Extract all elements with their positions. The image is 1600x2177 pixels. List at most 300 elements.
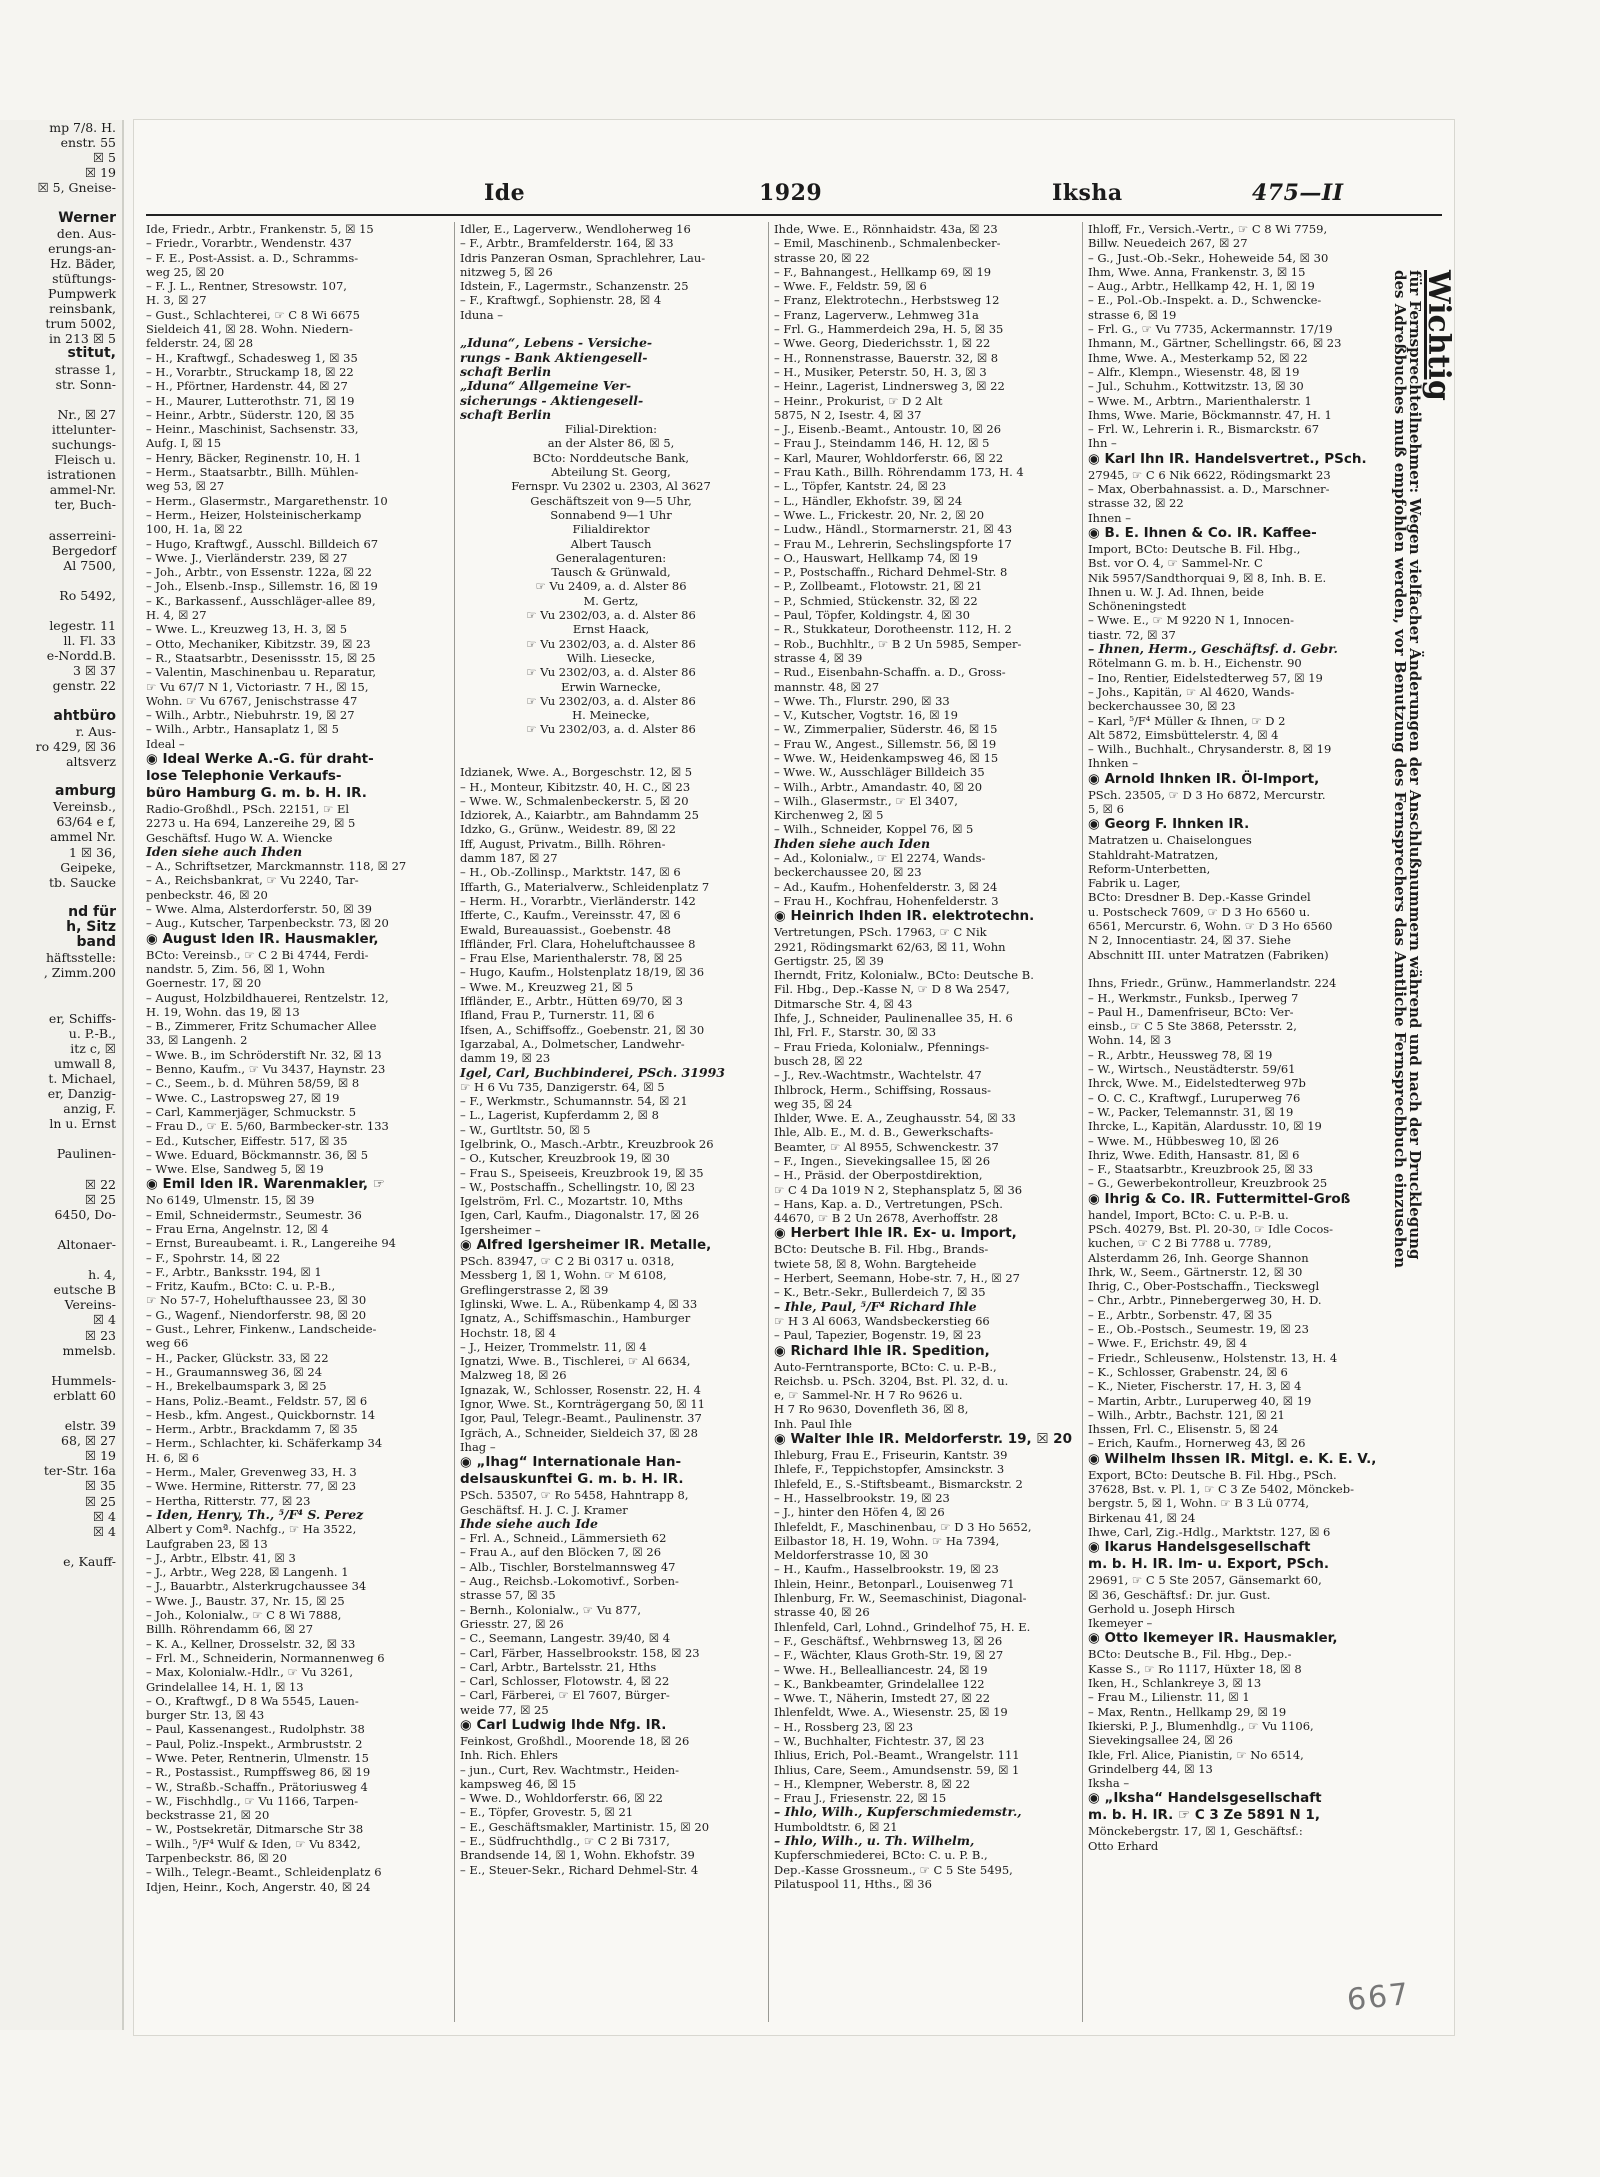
directory-entry-line: Mönckebergstr. 17, ☒ 1, Geschäftsf.:	[1088, 1824, 1303, 1839]
directory-entry-line: – J., Rev.-Wachtmstr., Wachtelstr. 47	[774, 1068, 982, 1083]
directory-entry-line: ☞ H 3 Al 6063, Wandsbeckerstieg 66	[774, 1313, 990, 1328]
adjacent-page-line: h. 4,	[88, 1267, 116, 1283]
directory-entry-line: Vertretungen, PSch. 17963, ☞ C Nik	[774, 925, 987, 940]
directory-entry-line: Sievekingsallee 24, ☒ 26	[1088, 1733, 1234, 1748]
directory-entry-line: Tarpenbeckstr. 86, ☒ 20	[146, 1851, 287, 1866]
directory-entry-line: kampsweg 46, ☒ 15	[460, 1776, 577, 1791]
adjacent-page-line: band	[76, 934, 116, 951]
directory-entry-line: Stahldraht-Matratzen,	[1088, 847, 1219, 862]
directory-entry-line: – Emil, Maschinenb., Schmalenbecker-	[774, 236, 1001, 251]
adjacent-page-line: ☒ 19	[84, 165, 116, 181]
directory-entry-line: Wohn. ☞ Vu 6767, Jenischstrasse 47	[146, 693, 358, 708]
directory-entry-line: – Wilh., Arbtr., Hansaplatz 1, ☒ 5	[146, 722, 339, 737]
directory-entry-line: Ihrig, C., Ober-Postschaffn., Tieckswegl	[1088, 1279, 1320, 1294]
directory-entry-line: – E., Töpfer, Grovestr. 5, ☒ 21	[460, 1805, 634, 1820]
adjacent-page-line: altsverz	[66, 753, 116, 769]
adjacent-page-line: mp 7/8. H.	[49, 120, 116, 135]
directory-entry-line: – Frl. A., Schneid., Lämmersieth 62	[460, 1531, 667, 1546]
directory-entry-line: Ihlbrock, Herm., Schiffsing, Rossaus-	[774, 1082, 992, 1097]
directory-entry-line: ☞ C 4 Da 1019 N 2, Stephansplatz 5, ☒ 36	[774, 1182, 1023, 1197]
directory-entry-line: Inh. Paul Ihle	[774, 1416, 852, 1431]
directory-entry-line: Iff, August, Privatm., Billh. Röhren-	[460, 836, 666, 851]
directory-entry-line: 29691, ☞ C 5 Ste 2057, Gänsemarkt 60,	[1088, 1573, 1322, 1588]
directory-entry-line: Idzko, G., Grünw., Weidestr. 89, ☒ 22	[460, 822, 676, 837]
directory-entry-line: busch 28, ☒ 22	[774, 1053, 863, 1068]
directory-entry-line: beckerchaussee 30, ☒ 23	[1088, 699, 1236, 714]
directory-entry-line: ◉ Arnold Ihnken IR. Öl-Import,	[1088, 770, 1320, 787]
directory-entry-line: – H., Musiker, Peterstr. 50, H. 3, ☒ 3	[774, 364, 987, 379]
adjacent-page-line: Fleisch u.	[54, 452, 116, 468]
directory-entry-line: 44670, ☞ B 2 Un 2678, Averhoffstr. 28	[774, 1211, 999, 1226]
directory-entry-line: – W., Postsekretär, Ditmarsche Str 38	[146, 1822, 364, 1837]
directory-entry-line: penbeckstr. 46, ☒ 20	[146, 887, 268, 902]
directory-entry-line: strasse 20, ☒ 22	[774, 250, 870, 265]
directory-entry-line: – Wilh., Schneider, Koppel 76, ☒ 5	[774, 822, 974, 837]
adjacent-page-line: str. Sonn-	[55, 376, 116, 392]
adjacent-page-line: mmelsb.	[62, 1342, 116, 1358]
adjacent-page-line: r. Aus-	[75, 723, 116, 739]
directory-entry-line: Import, BCto: Deutsche B. Fil. Hbg.,	[1088, 541, 1301, 556]
directory-entry-line: – C., Seemann, Langestr. 39/40, ☒ 4	[460, 1631, 671, 1646]
adjacent-page-line: erblatt 60	[53, 1387, 116, 1403]
directory-entry-line: – W., Fischhdlg., ☞ Vu 1166, Tarpen-	[146, 1793, 359, 1808]
directory-entry-line: Idziorek, A., Kaiarbtr., am Bahndamm 25	[460, 808, 699, 823]
directory-entry-line: – O., Kutscher, Kreuzbrook 19, ☒ 30	[460, 1151, 670, 1166]
directory-entry-line: Rötelmann G. m. b. H., Eichenstr. 90	[1088, 656, 1302, 671]
directory-entry-line: Auto-Ferntransporte, BCto: C. u. P.-B.,	[774, 1359, 997, 1374]
directory-entry-line: – Frau M., Lilienstr. 11, ☒ 1	[1088, 1690, 1250, 1705]
adjacent-page-line: h, Sitz	[66, 918, 116, 935]
adjacent-page-line: , Zimm.200	[43, 965, 116, 981]
directory-entry-line: – W., Zimmerpalier, Süderstr. 46, ☒ 15	[774, 722, 998, 737]
directory-column-2	[460, 222, 762, 2027]
adjacent-page-line: Vereinsb.,	[52, 799, 116, 815]
adjacent-page-line: stüftungs-	[52, 270, 116, 286]
directory-entry-line: – Frau J., Friesenstr. 22, ☒ 15	[774, 1791, 947, 1806]
directory-entry-line: Ihn –	[1088, 436, 1117, 451]
adjacent-page-line: den. Aus-	[56, 225, 116, 241]
directory-entry-line: – Paul, Poliz.-Inspekt., Armbruststr. 2	[146, 1736, 363, 1751]
directory-entry-line: Dep.-Kasse Grossneum., ☞ C 5 Ste 5495,	[774, 1862, 1013, 1877]
directory-entry-line: an der Alster 86, ☒ 5,	[547, 436, 675, 451]
directory-entry-line: Ikle, Frl. Alice, Pianistin, ☞ No 6514,	[1088, 1747, 1304, 1762]
notice-title: Wichtig	[1421, 270, 1456, 401]
directory-entry-line: Ernst Haack,	[572, 622, 650, 637]
directory-entry-line: – Ihlo, Wilh., Kupferschmiedemstr.,	[774, 1804, 1022, 1820]
directory-entry-line: – J., Heizer, Trommelstr. 11, ☒ 4	[460, 1339, 647, 1354]
adjacent-page-line: Nr., ☒ 27	[57, 406, 116, 422]
directory-entry-line: – J., Eisenb.-Beamt., Antoustr. 10, ☒ 26	[774, 422, 1002, 437]
directory-entry-line: – Gust., Lehrer, Finkenw., Landscheide-	[146, 1322, 377, 1337]
directory-entry-line: – Herm., Staatsarbtr., Billh. Mühlen-	[146, 465, 359, 480]
adjacent-page-line: strasse 1,	[55, 361, 116, 377]
directory-entry-line: – F. J. L., Rentner, Stresowstr. 107,	[146, 279, 347, 294]
column-divider	[1082, 222, 1083, 2022]
directory-entry-line: – Aug., Reichsb.-Lokomotivf., Sorben-	[460, 1574, 679, 1589]
adjacent-page-line: ☒ 25	[84, 1191, 116, 1207]
directory-entry-line: – Wwe. C., Lastropsweg 27, ☒ 19	[146, 1090, 340, 1105]
directory-column-1	[146, 222, 448, 2027]
directory-entry-line: Ihlenfeld, Carl, Lohnd., Grindelhof 75, H. E.	[774, 1619, 1031, 1634]
directory-entry-line: – Franz, Lagerverw., Lehmweg 31a	[774, 307, 979, 322]
directory-entry-line: – Wwe. Georg, Diederichsstr. 1, ☒ 22	[774, 336, 991, 351]
directory-entry-line: – F., Geschäftsf., Wehbrnsweg 13, ☒ 26	[774, 1633, 1003, 1648]
adjacent-page-line: t. Michael,	[48, 1070, 116, 1086]
directory-entry-line: – Frau Erna, Angelnstr. 12, ☒ 4	[146, 1222, 329, 1236]
directory-entry-line: e, ☞ Sammel-Nr. H 7 Ro 9626 u.	[774, 1388, 963, 1403]
directory-entry-line: – H., Präsid. der Oberpostdirektion,	[774, 1168, 983, 1183]
directory-entry-line: ◉ Walter Ihle IR. Meldorferstr. 19, ☒ 20	[774, 1431, 1072, 1448]
directory-entry-line: Geschäftsf. H. J. C. J. Kramer	[460, 1502, 628, 1517]
directory-entry-line: Ihrck, Wwe. M., Eidelstedterweg 97b	[1088, 1076, 1306, 1091]
adjacent-page-line	[0, 1131, 122, 1146]
directory-entry-line: Igräch, A., Schneider, Sieldeich 37, ☒ 28	[460, 1425, 698, 1440]
directory-entry-line: damm 187, ☒ 27	[460, 851, 558, 866]
directory-entry-line: – Heinr., Arbtr., Süderstr. 120, ☒ 35	[146, 407, 355, 422]
directory-entry-line: Ideal –	[146, 736, 185, 751]
directory-entry-line: ◉ Ideal Werke A.-G. für draht-	[146, 750, 374, 767]
directory-entry-line: nitzweg 5, ☒ 26	[460, 264, 553, 279]
directory-entry-line: – Joh., Elsenb.-Insp., Sillemstr. 16, ☒ 19	[146, 579, 378, 594]
directory-entry-line: strasse 6, ☒ 19	[1088, 307, 1177, 322]
directory-entry-line: – Carl, Schlosser, Flotowstr. 4, ☒ 22	[460, 1674, 670, 1689]
directory-entry-line: Goernestr. 17, ☒ 20	[146, 976, 262, 991]
directory-entry-line: – Joh., Kolonialw., ☞ C 8 Wi 7888,	[146, 1608, 342, 1623]
directory-entry-line: 27945, ☞ C 6 Nik 6622, Rödingsmarkt 23	[1088, 467, 1331, 482]
directory-entry-line: – Wwe. F., Feldstr. 59, ☒ 6	[774, 279, 927, 294]
directory-entry-line: Pilatuspool 11, Hths., ☒ 36	[774, 1876, 932, 1891]
directory-entry-line: Ihloff, Fr., Versich.-Vertr., ☞ C 8 Wi 7759,	[1088, 222, 1328, 236]
adjacent-page-line: legestr. 11	[49, 618, 116, 634]
directory-entry-line: Bst. vor O. 4, ☞ Sammel-Nr. C	[1088, 556, 1263, 571]
header-page-number: 475—II	[1252, 180, 1344, 206]
directory-entry-line: Birkenau 41, ☒ 24	[1088, 1510, 1196, 1525]
directory-entry-line: – F., Staatsarbtr., Kreuzbrook 25, ☒ 33	[1088, 1162, 1314, 1177]
adjacent-page-line: in 213 ☒ 5	[49, 331, 116, 347]
directory-entry-line: – R., Arbtr., Heussweg 78, ☒ 19	[1088, 1047, 1273, 1062]
directory-entry-line: – F., Bahnangest., Hellkamp 69, ☒ 19	[774, 264, 992, 279]
directory-entry-line: – E., Pol.-Ob.-Inspekt. a. D., Schwencke-	[1088, 293, 1322, 308]
directory-entry-line: ☞ Vu 2302/03, a. d. Alster 86	[526, 693, 696, 708]
directory-entry-line: – H., Graumannsweg 36, ☒ 24	[146, 1364, 323, 1379]
directory-entry-line: „Iduna“, Lebens - Versiche-	[460, 335, 653, 351]
directory-entry-line: Ihnen –	[1088, 510, 1131, 525]
adjacent-page-line: 6450, Do-	[54, 1206, 116, 1222]
directory-entry-line: Ihrk, W., Seem., Gärtnerstr. 12, ☒ 30	[1088, 1264, 1303, 1279]
directory-entry-line: Wilh. Liesecke,	[566, 650, 656, 665]
adjacent-page-line: reinsbank,	[49, 301, 116, 317]
directory-entry-line: ◉ Richard Ihle IR. Spedition,	[774, 1342, 990, 1359]
directory-entry-line: – H., Brekelbaumspark 3, ☒ 25	[146, 1379, 327, 1394]
directory-entry-line: – H., Werkmstr., Funksb., Iperweg 7	[1088, 990, 1299, 1005]
directory-entry-line: Gerhold u. Joseph Hirsch	[1088, 1601, 1235, 1616]
directory-entry-line: – H., Rossberg 23, ☒ 23	[774, 1719, 914, 1734]
directory-entry-line: – Wilh., ⁵/F⁴ Wulf & Iden, ☞ Vu 8342,	[146, 1836, 361, 1851]
adjacent-page-line: 1 ☒ 36,	[69, 844, 116, 860]
adjacent-page-line: er, Schiffs-	[48, 1010, 116, 1026]
directory-entry-line: Igelström, Frl. C., Mozartstr. 10, Mths	[460, 1194, 683, 1209]
directory-entry-line: Ignor, Wwe. St., Kornträgergang 50, ☒ 11	[460, 1397, 705, 1412]
directory-entry-line: rungs - Bank Aktiengesell-	[460, 349, 648, 365]
directory-entry-line: Abteilung St. Georg,	[551, 465, 671, 480]
directory-entry-line: m. b. H. IR. ☞ C 3 Ze 5891 N 1,	[1088, 1807, 1320, 1824]
adjacent-page-line: ro 429, ☒ 36	[35, 738, 116, 754]
directory-entry-line: – Wilh., Telegr.-Beamt., Schleidenplatz 6	[146, 1865, 382, 1880]
directory-entry-line: – C., Seem., b. d. Mühren 58/59, ☒ 8	[146, 1076, 360, 1091]
directory-entry-line: ◉ August Iden IR. Hausmakler,	[146, 930, 379, 947]
adjacent-page-line	[0, 1358, 122, 1373]
directory-entry-line: Iffländer, Frl. Clara, Hoheluftchaussee 8	[460, 936, 696, 951]
directory-entry-line: Ihlius, Care, Seem., Amundsenstr. 59, ☒ 1	[774, 1762, 1020, 1777]
directory-entry-line: – A., Reichsbankrat, ☞ Vu 2240, Tar-	[146, 873, 359, 888]
directory-entry-line: Ifland, Frau P., Turnerstr. 11, ☒ 6	[460, 1008, 655, 1023]
directory-entry-line: – G., Just.-Ob.-Sekr., Hoheweide 54, ☒ 30	[1088, 250, 1329, 265]
directory-entry-line: – Max, Kolonialw.-Hdlr., ☞ Vu 3261,	[146, 1665, 354, 1680]
directory-entry-line: Ihms, Wwe. Marie, Böckmannstr. 47, H. 1	[1088, 407, 1332, 422]
directory-entry-line: – Carl, Färberei, ☞ El 7607, Bürger-	[460, 1688, 670, 1703]
directory-entry-line: ◉ Emil Iden IR. Warenmakler, ☞	[146, 1176, 385, 1193]
directory-entry-line: – Wwe. J., Baustr. 37, Nr. 15, ☒ 25	[146, 1593, 345, 1608]
directory-entry-line: „Iduna“ Allgemeine Ver-	[460, 378, 632, 394]
directory-entry-line: Geschäftszeit von 9—5 Uhr,	[530, 493, 692, 508]
directory-entry-line: ☞ Vu 2302/03, a. d. Alster 86	[526, 722, 696, 737]
directory-entry-line: ◉ Ihrig & Co. IR. Futtermittel-Groß	[1088, 1190, 1351, 1207]
directory-entry-line: Iden siehe auch Ihden	[146, 843, 303, 859]
directory-column-4	[1088, 222, 1390, 2027]
directory-entry-line: ◉ Wilhelm Ihssen IR. Mitgl. e. K. E. V.,	[1088, 1450, 1377, 1467]
directory-entry-line: – Bernh., Kolonialw., ☞ Vu 877,	[460, 1602, 642, 1617]
directory-entry-line: lose Telephonie Verkaufs-	[146, 767, 342, 784]
directory-entry-line: – Johs., Kapitän, ☞ Al 4620, Wands-	[1088, 684, 1295, 699]
directory-entry-line: – H., Hasselbrookstr. 19, ☒ 23	[774, 1490, 950, 1505]
directory-entry-line: – Wwe. T., Näherin, Imstedt 27, ☒ 22	[774, 1691, 991, 1706]
adjacent-page-line: Geipeke,	[60, 859, 116, 875]
adjacent-page-line: Hz. Bäder,	[49, 255, 116, 271]
directory-entry-line: – Rud., Eisenbahn-Schaffn. a. D., Gross-	[774, 665, 1006, 680]
adjacent-page-line	[0, 694, 122, 709]
adjacent-page-line: itz c, ☒	[70, 1040, 116, 1056]
directory-entry-line: BCto: Dresdner B. Dep.-Kasse Grindel	[1088, 890, 1311, 905]
adjacent-page-line: ter-Str. 16a	[43, 1463, 116, 1479]
directory-entry-line: – W., Gurtltstr. 50, ☒ 5	[460, 1122, 591, 1137]
directory-entry-line: Iduna –	[460, 307, 503, 322]
directory-entry-line: – Aug., Kutscher, Tarpenbeckstr. 73, ☒ 20	[146, 916, 389, 931]
directory-entry-line: Radio-Großhdl., PSch. 22151, ☞ El	[146, 801, 350, 816]
directory-entry-line: Idler, E., Lagerverw., Wendloherweg 16	[460, 222, 691, 236]
directory-entry-line: Kirchenweg 2, ☒ 5	[774, 808, 884, 823]
directory-entry-line: – Friedr., Schleusenw., Holstenstr. 13, H. 4	[1088, 1350, 1338, 1365]
directory-entry-line: – B., Zimmerer, Fritz Schumacher Allee	[146, 1019, 377, 1034]
directory-entry-line: – Wilh., Arbtr., Niebuhrstr. 19, ☒ 27	[146, 708, 355, 723]
directory-entry-line: – Wwe. Hermine, Ritterstr. 77, ☒ 23	[146, 1479, 357, 1494]
directory-entry-line: ◉ Karl Ihn IR. Handelsvertret., PSch.	[1088, 450, 1367, 467]
adjacent-page-line	[0, 995, 122, 1010]
directory-entry-line: – Franz, Elektrotechn., Herbstsweg 12	[774, 293, 1000, 308]
directory-entry-line: – Ernst, Bureaubeamt. i. R., Langereihe 94	[146, 1236, 396, 1251]
directory-entry-line: Laufgraben 23, ☒ 13	[146, 1536, 268, 1551]
directory-entry-line: – jun., Curt, Rev. Wachtmstr., Heiden-	[460, 1762, 680, 1777]
adjacent-page-line	[0, 392, 122, 407]
directory-entry-line: Grindelberg 44, ☒ 13	[1088, 1761, 1213, 1776]
directory-entry-line: – Wilh., Arbtr., Amandastr. 40, ☒ 20	[774, 779, 983, 794]
directory-entry-line: Grindelallee 14, H. 1, ☒ 13	[146, 1679, 304, 1694]
directory-entry-line: Eilbastor 18, H. 19, Wohn. ☞ Ha 7394,	[774, 1533, 1000, 1548]
directory-entry-line: – Heinr., Maschinist, Sachsenstr. 33,	[146, 422, 359, 437]
directory-entry-line: – Wwe. M., Kreuzweg 21, ☒ 5	[460, 979, 634, 994]
directory-entry-line: Inh. Rich. Ehlers	[460, 1748, 558, 1763]
directory-entry-line: ☞ Vu 2302/03, a. d. Alster 86	[526, 665, 696, 680]
directory-entry-line: 2921, Rödingsmarkt 62/63, ☒ 11, Wohn	[774, 939, 1006, 954]
directory-entry-line: Igersheimer –	[460, 1222, 541, 1237]
directory-entry-line: – Max, Oberbahnassist. a. D., Marschner-	[1088, 482, 1330, 497]
adjacent-page-fragment	[0, 120, 124, 2030]
directory-entry-line: – Frau W., Angest., Sillemstr. 56, ☒ 19	[774, 736, 997, 751]
directory-entry-line: – Hans, Kap. a. D., Vertretungen, PSch.	[774, 1196, 1003, 1211]
directory-entry-line: – Ihlo, Wilh., u. Th. Wilhelm,	[774, 1833, 975, 1849]
directory-entry-line: kuchen, ☞ C 2 Bi 7788 u. 7789,	[1088, 1236, 1272, 1251]
directory-entry-line: – K., Bankbeamter, Grindelallee 122	[774, 1676, 985, 1691]
directory-entry-line: – F., Arbtr., Bramfelderstr. 164, ☒ 33	[460, 236, 674, 251]
directory-entry-line: – Wilh., Glasermstr., ☞ El 3407,	[774, 793, 958, 808]
directory-entry-line: Meldorferstrasse 10, ☒ 30	[774, 1548, 929, 1563]
directory-entry-line: – Ludw., Händl., Stormarnerstr. 21, ☒ 43	[774, 522, 1013, 537]
directory-entry-line: – K., Schlosser, Grabenstr. 24, ☒ 6	[1088, 1364, 1288, 1379]
adjacent-page-line: ☒ 23	[84, 1327, 116, 1343]
directory-entry-line: – Hugo, Kraftwgf., Ausschl. Billdeich 67	[146, 536, 379, 551]
adjacent-page-line: amburg	[55, 783, 116, 800]
directory-entry-line: – H., Kraftwgf., Schadesweg 1, ☒ 35	[146, 350, 358, 365]
directory-entry-line: – Hugo, Kaufm., Holstenplatz 18/19, ☒ 36	[460, 965, 705, 980]
directory-entry-line: ☞ Vu 2409, a. d. Alster 86	[535, 579, 687, 594]
adjacent-page-line	[0, 573, 122, 588]
directory-entry-line: N 2, Innocentiastr. 24, ☒ 37. Siehe	[1088, 933, 1291, 948]
directory-column-3	[774, 222, 1076, 2027]
adjacent-page-line	[0, 890, 122, 905]
directory-entry-line: – F., Ingen., Sievekingsallee 15, ☒ 26	[774, 1154, 991, 1168]
directory-entry-line: Erwin Warnecke,	[561, 679, 661, 694]
adjacent-page-line	[0, 1161, 122, 1176]
directory-entry-line: – Paul H., Damenfriseur, BCto: Ver-	[1088, 1004, 1294, 1019]
directory-entry-line: m. b. H. IR. Im- u. Export, PSch.	[1088, 1556, 1330, 1573]
directory-entry-line: – Karl, Maurer, Wohldorferstr. 66, ☒ 22	[774, 450, 1004, 465]
directory-entry-line: strasse 57, ☒ 35	[460, 1588, 556, 1603]
directory-entry-line: – W., Postschaffn., Schellingstr. 10, ☒ 23	[460, 1179, 695, 1194]
adjacent-page-line: Al 7500,	[63, 557, 116, 573]
directory-entry-line: – Frau D., ☞ E. 5/60, Barmbecker-str. 133	[146, 1119, 389, 1134]
directory-entry-line: – L., Händler, Ekhofstr. 39, ☒ 24	[774, 493, 963, 508]
directory-entry-line: – Frau M., Lehrerin, Sechslingspforte 17	[774, 536, 1012, 551]
directory-entry-line: Gertigstr. 25, ☒ 39	[774, 953, 884, 968]
directory-entry-line: Idstein, F., Lagermstr., Schanzenstr. 25	[460, 279, 689, 294]
adjacent-page-line: Hummels-	[51, 1372, 116, 1388]
adjacent-page-line: ittelunter-	[51, 421, 116, 437]
adjacent-page-line: Ro 5492,	[59, 587, 116, 603]
directory-entry-line: Idjen, Heinr., Koch, Angerstr. 40, ☒ 24	[146, 1879, 371, 1894]
adjacent-page-line: ll. Fl. 33	[63, 633, 116, 649]
directory-entry-line: – Hesb., kfm. Angest., Quickbornstr. 14	[146, 1407, 376, 1422]
directory-entry-line: – H., Ob.-Zollinsp., Marktstr. 147, ☒ 6	[460, 865, 681, 880]
directory-entry-line: Iherndt, Fritz, Kolonialw., BCto: Deutsche B.	[774, 968, 1034, 983]
directory-entry-line: Idzianek, Wwe. A., Borgeschstr. 12, ☒ 5	[460, 765, 693, 780]
directory-entry-line: Alsterdamm 26, Inh. George Shannon	[1088, 1250, 1309, 1265]
directory-entry-line: Generalagenturen:	[555, 550, 667, 565]
directory-entry-line: – Frau A., auf den Blöcken 7, ☒ 26	[460, 1545, 662, 1560]
directory-entry-line: Reichsb. u. PSch. 3204, Bst. Pl. 32, d. u.	[774, 1373, 1009, 1388]
directory-entry-line: – H., Monteur, Kibitzstr. 40, H. C., ☒ 23	[460, 779, 691, 794]
directory-entry-line: Ihnen u. W. J. Ad. Ihnen, beide	[1088, 584, 1264, 599]
directory-entry-line: – Wwe. W., Schmalenbeckerstr. 5, ☒ 20	[460, 793, 689, 808]
directory-entry-line: – K. A., Kellner, Drosselstr. 32, ☒ 33	[146, 1636, 356, 1651]
directory-entry-line: delsauskunftei G. m. b. H. IR.	[460, 1471, 684, 1488]
directory-entry-line: tiastr. 72, ☒ 37	[1088, 627, 1176, 642]
directory-entry-line: 33, ☒ Langenh. 2	[146, 1033, 248, 1048]
directory-entry-line: – H., Pförtner, Hardenstr. 44, ☒ 27	[146, 379, 348, 394]
notice-line-1: für Fernsprechteilnehmer: Wegen vielfacher Änderungen der Anschlußnummern während und nach der Drucklegung	[1406, 270, 1424, 1260]
directory-entry-line: – J., Arbtr., Weg 228, ☒ Langenh. 1	[146, 1565, 349, 1580]
directory-entry-line	[460, 322, 762, 336]
directory-entry-line: H 7 Ro 9630, Dovenfleth 36, ☒ 8,	[774, 1402, 969, 1417]
adjacent-page-line: e, Kauff-	[63, 1553, 116, 1569]
directory-entry-line: – K., Barkassenf., Ausschläger-allee 89,	[146, 593, 376, 608]
directory-entry-line: Iken, H., Schlankreye 3, ☒ 13	[1088, 1676, 1262, 1691]
directory-entry-line: – Frau H., Kochfrau, Hohenfelderstr. 3	[774, 893, 999, 908]
directory-entry-line: Malzweg 18, ☒ 26	[460, 1368, 567, 1383]
directory-entry-line: Iffländer, E., Arbtr., Hütten 69/70, ☒ 3	[460, 994, 683, 1009]
directory-entry-line: – L., Lagerist, Kupferdamm 2, ☒ 8	[460, 1108, 659, 1123]
directory-entry-line: – Paul, Töpfer, Koldingstr. 4, ☒ 30	[774, 608, 970, 623]
directory-entry-line: No 6149, Ulmenstr. 15, ☒ 39	[146, 1193, 315, 1208]
handwritten-page-number: 667	[1345, 1976, 1412, 2019]
adjacent-page-line: ☒ 25	[84, 1493, 116, 1509]
adjacent-page-line: häftsstelle:	[45, 950, 116, 966]
directory-entry-line: Abschnitt III. unter Matratzen (Fabriken)	[1088, 947, 1329, 962]
directory-entry-line: strasse 32, ☒ 22	[1088, 496, 1184, 511]
directory-entry-line: – Paul, Tapezier, Bogenstr. 19, ☒ 23	[774, 1328, 982, 1343]
directory-entry-line: Otto Erhard	[1088, 1838, 1159, 1853]
adjacent-page-line	[0, 512, 122, 527]
directory-entry-line: – Joh., Arbtr., von Essenstr. 122a, ☒ 22	[146, 565, 372, 580]
column-divider	[768, 222, 769, 2022]
directory-entry-line: 5875, N 2, Isestr. 4, ☒ 37	[774, 407, 922, 422]
directory-page	[134, 120, 1454, 2035]
directory-entry-line: Albert y Comª. Nachfg., ☞ Ha 3522,	[146, 1522, 357, 1537]
directory-entry-line: H. Meinecke,	[572, 708, 650, 723]
directory-entry-line: ◉ Heinrich Ihden IR. elektrotechn.	[774, 908, 1035, 925]
directory-entry-line	[460, 751, 762, 765]
directory-entry-line: – P., Schmied, Stückenstr. 32, ☒ 22	[774, 593, 978, 608]
directory-entry-line: Ihde, Wwe. E., Rönnhaidstr. 43a, ☒ 23	[774, 222, 998, 236]
directory-entry-line: – R., Postassist., Rumpffsweg 86, ☒ 19	[146, 1765, 371, 1780]
header-last-entry: Iksha	[1052, 180, 1123, 206]
directory-entry-line: Kupferschmiederei, BCto: C. u. P. B.,	[774, 1848, 988, 1863]
directory-entry-line: – E., Ob.-Postsch., Seumestr. 19, ☒ 23	[1088, 1322, 1309, 1337]
directory-entry-line: – Iden, Henry, Th., ⁵/F⁴ S. Perez	[146, 1506, 364, 1522]
directory-entry-line: Ikemeyer –	[1088, 1616, 1153, 1631]
adjacent-page-line	[0, 769, 122, 784]
directory-entry-line: – F., Arbtr., Banksstr. 194, ☒ 1	[146, 1264, 322, 1279]
directory-entry-line	[1088, 962, 1390, 976]
directory-entry-line: ☞ Vu 2302/03, a. d. Alster 86	[526, 608, 696, 623]
directory-entry-line: – Frl. W., Lehrerin i. R., Bismarckstr. 67	[1088, 422, 1320, 437]
directory-entry-line: – Wwe. Alma, Alsterdorferstr. 50, ☒ 39	[146, 902, 373, 917]
directory-entry-line: H. 6, ☒ 6	[146, 1450, 200, 1465]
directory-entry-line: – Herm., Arbtr., Brackdamm 7, ☒ 35	[146, 1422, 358, 1437]
directory-entry-line: ◉ Carl Ludwig Ihde Nfg. IR.	[460, 1716, 667, 1733]
directory-entry-line: Idris Panzeran Osman, Sprachlehrer, Lau-	[460, 250, 706, 265]
adjacent-page-line: ter, Buch-	[54, 497, 116, 513]
adjacent-page-line	[0, 980, 122, 995]
adjacent-page-line: 68, ☒ 27	[61, 1433, 116, 1449]
